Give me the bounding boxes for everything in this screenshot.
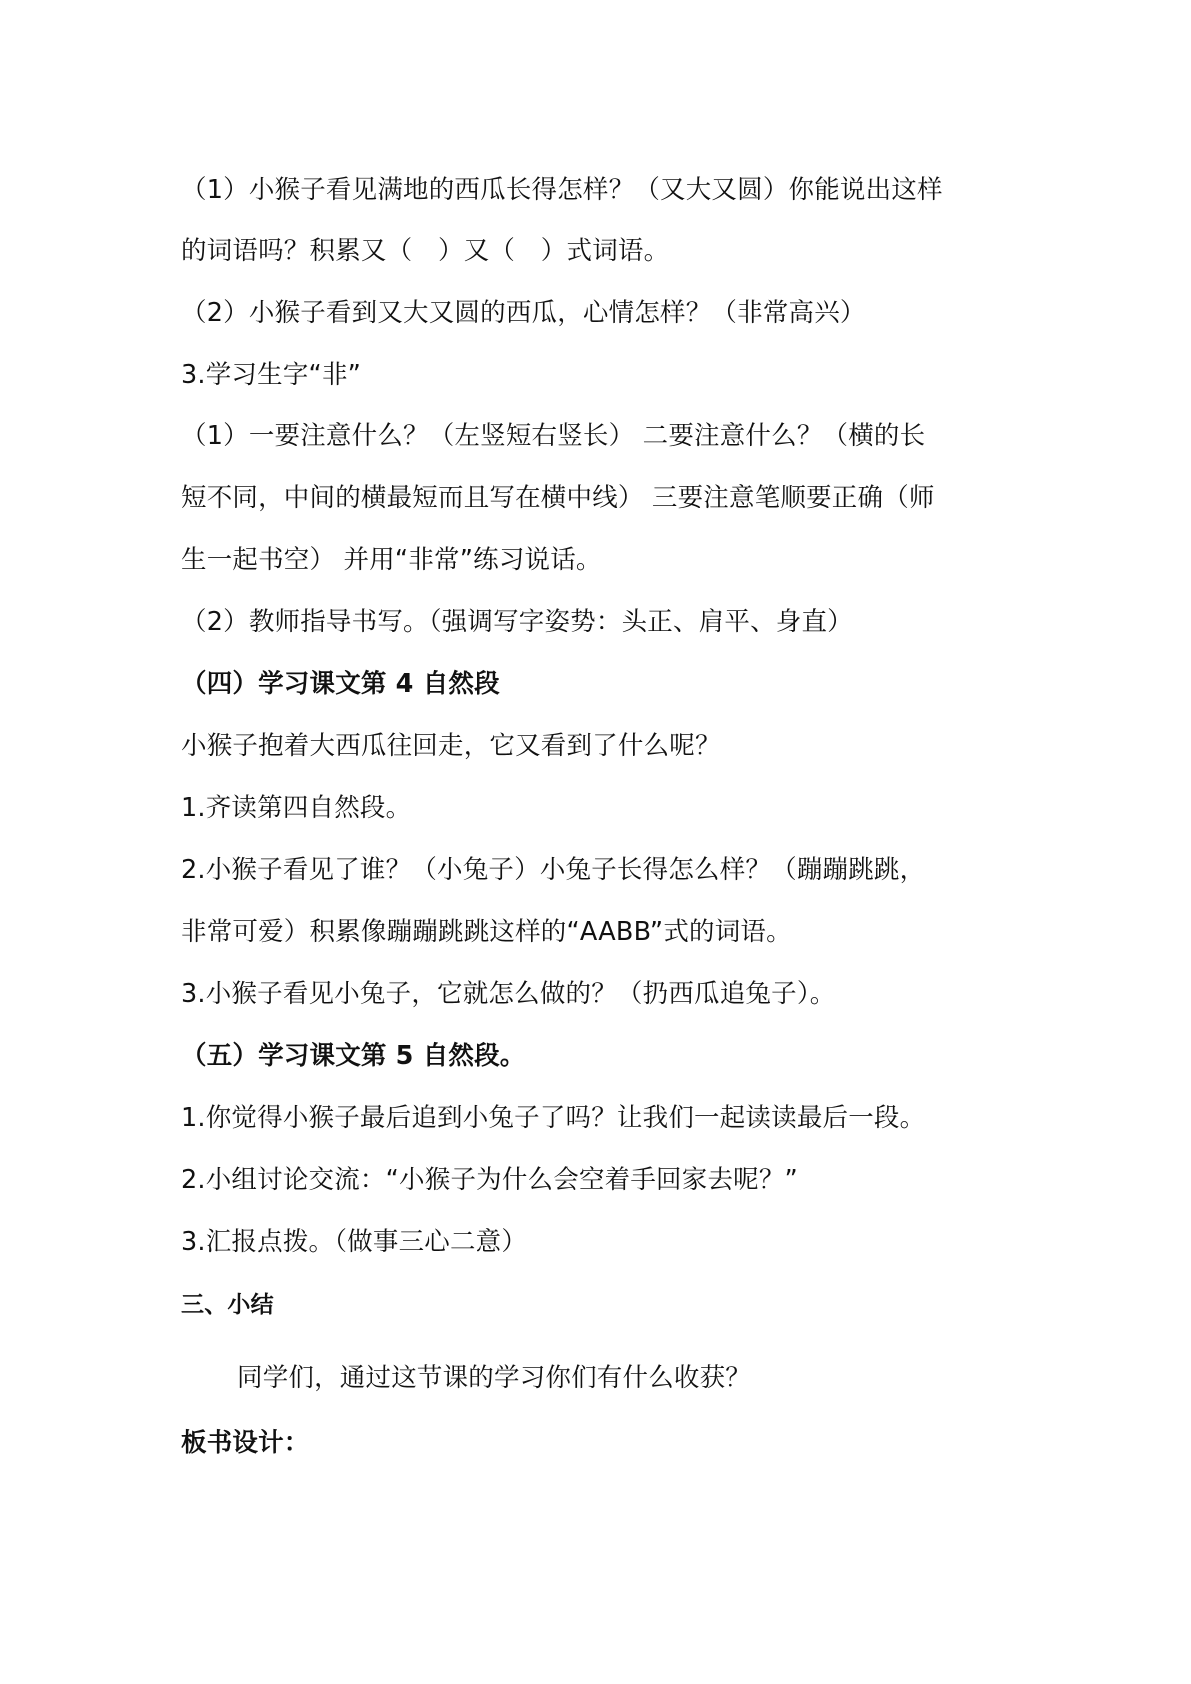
paragraph-line-10: 小猴子抱着大西瓜往回走，它又看到了什么呢？ <box>181 731 721 761</box>
paragraph-line-12: 2.小猴子看见了谁？（小兔子）小兔子长得怎么样？（蹦蹦跳跳， <box>181 855 926 885</box>
paragraph-line-11: 1.齐读第四自然段。 <box>181 793 412 823</box>
paragraph-line-5: （1）一要注意什么？（左竖短右竖长） 二要注意什么？（横的长 <box>181 421 926 451</box>
board-design-heading: 板书设计： <box>181 1428 310 1458</box>
paragraph-line-14: 3.小猴子看见小兔子，它就怎么做的？（扔西瓜追兔子）。 <box>181 979 836 1009</box>
section-heading-summary: 三、小结 <box>181 1292 274 1318</box>
paragraph-line-18: 3.汇报点拨。（做事三心二意） <box>181 1227 528 1257</box>
paragraph-line-8: （2）教师指导书写。（强调写字姿势：头正、肩平、身直） <box>181 607 853 637</box>
section-heading-5: （五）学习课文第 5 自然段。 <box>181 1041 526 1071</box>
paragraph-line-3: （2）小猴子看到又大又圆的西瓜，心情怎样？（非常高兴） <box>181 298 866 328</box>
paragraph-line-7: 生一起书空） 并用“非常”练习说话。 <box>181 545 602 575</box>
section-heading-4: （四）学习课文第 4 自然段 <box>181 669 500 699</box>
paragraph-line-4: 3.学习生字“非” <box>181 360 362 390</box>
paragraph-line-2: 的词语吗？积累又（ ）又（ ）式词语。 <box>181 236 670 266</box>
paragraph-line-17: 2.小组讨论交流：“小猴子为什么会空着手回家去呢？” <box>181 1165 798 1195</box>
paragraph-line-20: 同学们，通过这节课的学习你们有什么收获？ <box>237 1363 752 1393</box>
paragraph-line-6: 短不同，中间的横最短而且写在横中线） 三要注意笔顺要正确（师 <box>181 483 935 513</box>
paragraph-line-13: 非常可爱）积累像蹦蹦跳跳这样的“AABB”式的词语。 <box>181 917 792 947</box>
paragraph-line-1: （1）小猴子看见满地的西瓜长得怎样？（又大又圆）你能说出这样 <box>181 175 943 205</box>
paragraph-line-16: 1.你觉得小猴子最后追到小兔子了吗？让我们一起读读最后一段。 <box>181 1103 926 1133</box>
